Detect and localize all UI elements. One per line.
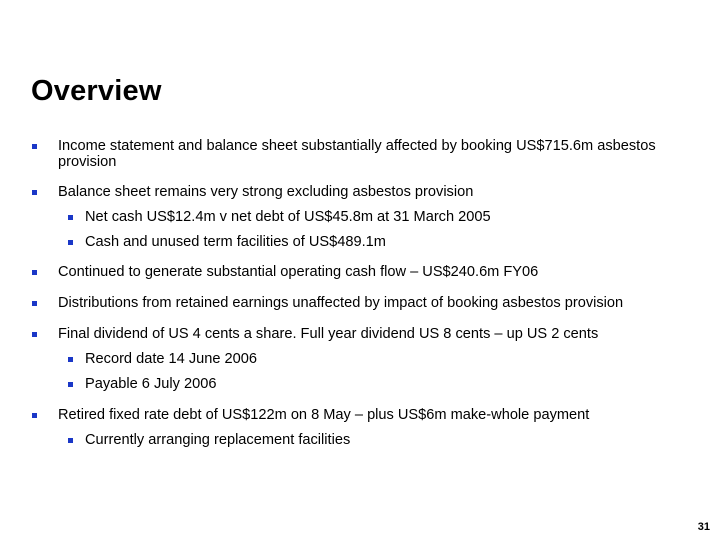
- square-subbullet-icon: [68, 357, 73, 362]
- bullet-item: [32, 407, 692, 423]
- bullet-item: [32, 184, 692, 200]
- square-subbullet-icon: [68, 240, 73, 245]
- square-bullet-icon: [32, 332, 37, 337]
- subbullet-item: [68, 209, 688, 225]
- subbullet-item: [68, 432, 688, 448]
- bullet-item: [32, 295, 692, 311]
- bullet-text: Distributions from retained earnings unaffected by impact of booking asbestos provision: [58, 295, 624, 311]
- subbullet-item: [68, 376, 688, 392]
- bullet-text: Final dividend of US 4 cents a share. Full year dividend US 8 cents – up US 2 cents: [58, 326, 599, 342]
- bullet-item: [32, 264, 692, 280]
- square-subbullet-icon: [68, 438, 73, 443]
- bullet-text: Continued to generate substantial operating cash flow – US$240.6m FY06: [58, 264, 539, 280]
- subbullet-text: Currently arranging replacement facilities: [85, 432, 351, 448]
- bullet-item: [32, 138, 692, 170]
- square-bullet-icon: [32, 301, 37, 306]
- subbullet-text: Payable 6 July 2006: [85, 376, 217, 392]
- bullet-text: Balance sheet remains very strong excluding asbestos provision: [58, 184, 474, 200]
- square-bullet-icon: [32, 413, 37, 418]
- square-bullet-icon: [32, 144, 37, 149]
- bullet-text: Income statement and balance sheet substantially affected by booking US$715.6m asbestos provision: [58, 138, 656, 170]
- square-bullet-icon: [32, 190, 37, 195]
- square-subbullet-icon: [68, 382, 73, 387]
- subbullet-item: [68, 234, 688, 250]
- subbullet-text: Net cash US$12.4m v net debt of US$45.8m at 31 March 2005: [85, 209, 491, 225]
- square-subbullet-icon: [68, 215, 73, 220]
- subbullet-item: [68, 351, 688, 367]
- square-bullet-icon: [32, 270, 37, 275]
- subbullet-text: Record date 14 June 2006: [85, 351, 258, 367]
- subbullet-text: Cash and unused term facilities of US$489.1m: [85, 234, 386, 250]
- page-number: 31: [697, 521, 710, 533]
- bullet-text: Retired fixed rate debt of US$122m on 8 May – plus US$6m make-whole payment: [58, 407, 590, 423]
- bullet-item: [32, 326, 692, 342]
- slide-title: Overview: [31, 75, 162, 107]
